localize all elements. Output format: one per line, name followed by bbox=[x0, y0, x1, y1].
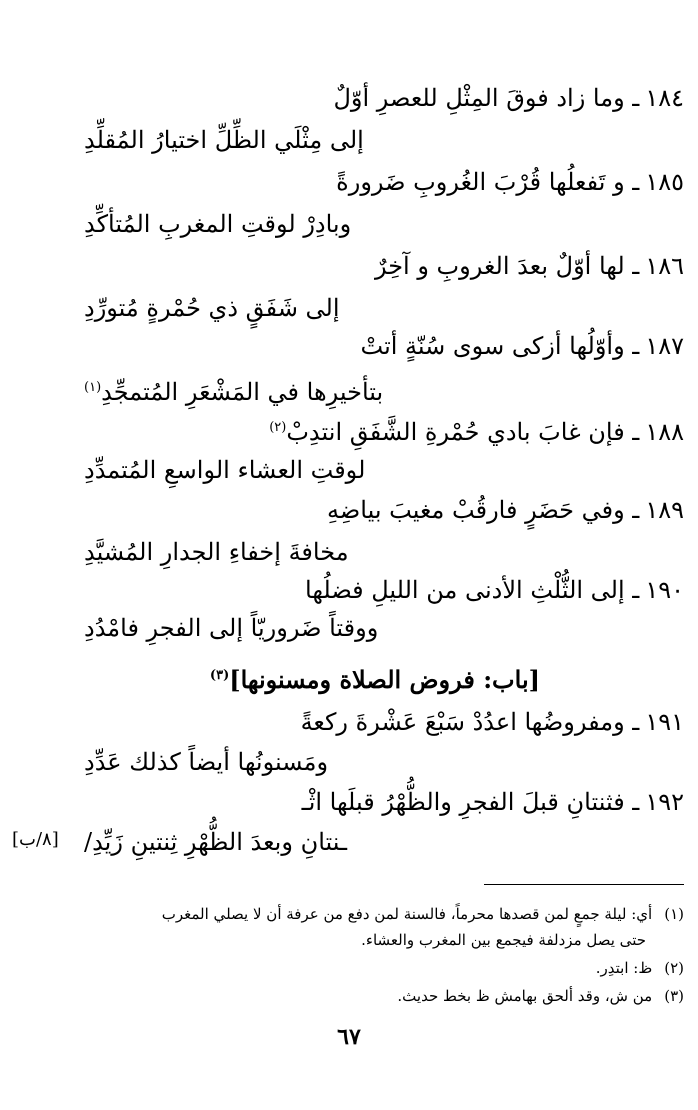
footnote-text: ظ: ابتدِر. bbox=[595, 959, 653, 977]
verse-184-second-hemistich: إلى مِثْلَي الظِّلِّ اختيارُ المُقلِّدِ bbox=[84, 126, 364, 154]
verse-number: ١٨٥ bbox=[645, 168, 684, 196]
verse-187-second-hemistich bbox=[84, 372, 383, 408]
hemistich-text: ـ لها أوّلٌ بعدَ الغروبِ و آخِرٌ bbox=[374, 252, 640, 280]
verse-192-first-hemistich bbox=[302, 786, 684, 818]
footnote-marker: (٢) bbox=[269, 420, 287, 435]
footnote-number: (٣) bbox=[664, 987, 684, 1005]
verse-186-second-hemistich: إلى شَفَقٍ ذي حُمْرةٍ مُتورِّدِ bbox=[84, 294, 340, 322]
verse-187-first-hemistich bbox=[361, 330, 685, 362]
footnote-3 bbox=[397, 983, 684, 1009]
hemistich-text: ـ وفي حَضَرٍ فارقُبْ مغيبَ بياضِهِ bbox=[327, 496, 640, 524]
hemistich-text: ـ فثنتانِ قبلَ الفجرِ والظُّهْرُ قبلَها اثْـ bbox=[301, 788, 640, 816]
footnote-number: (٢) bbox=[664, 959, 684, 977]
verse-192-second-hemistich: ـنتانِ وبعدَ الظُّهْرِ ثِنتينِ زَيِّدِ/ bbox=[84, 828, 348, 856]
verse-number: ١٩١ bbox=[645, 708, 684, 736]
hemistich-text: ـ و تَفعلُها قُرْبَ الغُروبِ ضَرورةً bbox=[336, 168, 640, 196]
hemistich-text: ـ إلى الثُّلْثِ الأدنى من الليلِ فضلُها bbox=[305, 576, 640, 604]
verse-188-second-hemistich: لوقتِ العشاء الواسعِ المُتمدِّدِ bbox=[84, 456, 366, 484]
verse-191-first-hemistich bbox=[301, 706, 684, 738]
verse-number: ١٩٢ bbox=[645, 788, 684, 816]
hemistich-text: ـ ومفروضُها اعدُدْ سَبْعَ عَشْرةَ ركعةً bbox=[300, 708, 640, 736]
verse-188-first-hemistich bbox=[269, 412, 684, 448]
footnote-separator bbox=[484, 884, 684, 885]
footnote-2 bbox=[596, 955, 684, 981]
verse-189-first-hemistich bbox=[327, 494, 684, 526]
verse-191-second-hemistich: ومَسنونُها أيضاً كذلك عَدِّدِ bbox=[84, 748, 329, 776]
footnote-1-continuation: حتى يصل مزدلفة فيجمع بين المغرب والعشاء. bbox=[361, 931, 646, 949]
footnote-marker: (٣) bbox=[209, 668, 230, 683]
hemistich-text: بتأخيرِها في المَشْعَرِ المُتمجِّدِ bbox=[101, 378, 384, 406]
verse-186-first-hemistich bbox=[375, 250, 684, 282]
hemistich-text: ـ وما زاد فوقَ المِثْلِ للعصرِ أوّلٌ bbox=[333, 84, 640, 112]
footnote-marker: (١) bbox=[84, 380, 102, 395]
verse-number: ١٩٠ bbox=[645, 576, 684, 604]
manuscript-folio-reference: [٨/ب] bbox=[12, 829, 59, 850]
verse-number: ١٨٤ bbox=[645, 84, 684, 112]
verse-189-second-hemistich: مخافةَ إخفاءِ الجدارِ المُشيَّدِ bbox=[84, 538, 349, 566]
footnote-text: أي: ليلة جمعٍ لمن قصدها محرماً، فالسنة لمن دفع من عرفة أن لا يصلي المغرب bbox=[161, 905, 653, 923]
hemistich-text: ـ وأوّلُها أزكى سوى سُنّةٍ أتتْ bbox=[360, 332, 640, 360]
verse-185-first-hemistich bbox=[336, 166, 684, 198]
section-heading-text: [باب: فروض الصلاة ومسنونها] bbox=[229, 665, 540, 694]
page-number: ٦٧ bbox=[337, 1024, 361, 1050]
footnote-number: (١) bbox=[664, 905, 684, 923]
footnote-text: من ش، وقد ألحق بهامش ظ بخط حديث. bbox=[397, 987, 653, 1005]
section-heading bbox=[210, 660, 540, 696]
verse-190-second-hemistich: ووقتاً ضَروريّاً إلى الفجرِ فامْدُدِ bbox=[84, 614, 379, 642]
verse-number: ١٨٩ bbox=[645, 496, 684, 524]
footnote-1 bbox=[162, 901, 684, 927]
hemistich-text: ـ فإن غابَ بادي حُمْرةِ الشَّفَقِ انتدِبْ bbox=[286, 418, 640, 446]
verse-190-first-hemistich bbox=[305, 574, 684, 606]
verse-184-first-hemistich bbox=[333, 82, 684, 114]
verse-number: ١٨٧ bbox=[645, 332, 684, 360]
verse-number: ١٨٨ bbox=[645, 418, 684, 446]
verse-number: ١٨٦ bbox=[645, 252, 684, 280]
verse-185-second-hemistich: وبادِرْ لوقتِ المغربِ المُتأكِّدِ bbox=[84, 210, 352, 238]
